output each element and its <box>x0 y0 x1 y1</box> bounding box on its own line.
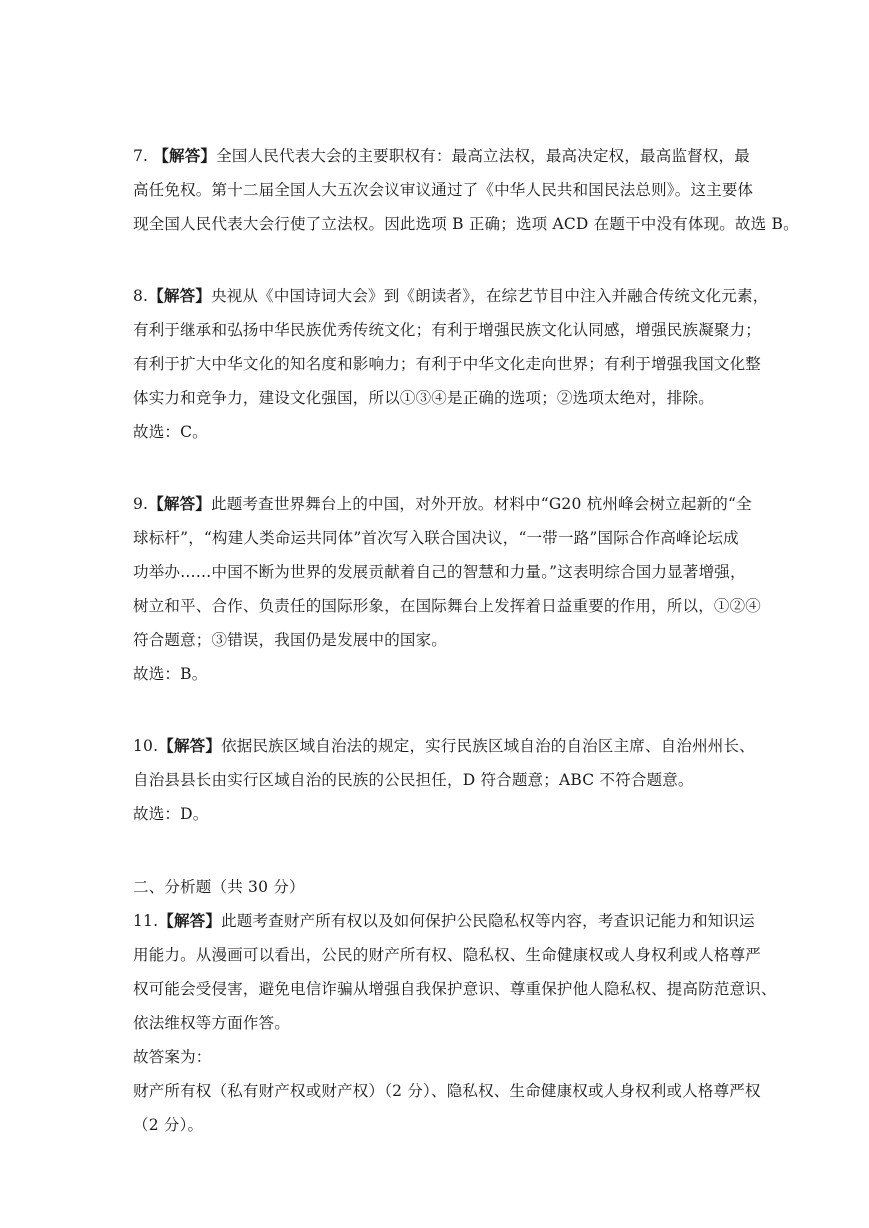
q10-answer: 故选：D。 <box>133 805 209 823</box>
q11-line-5: 故答案为： <box>133 1048 212 1066</box>
q8-line-4: 体实力和竞争力，建设文化强国，所以①③④是正确的选项；②选项太绝对，排除。 <box>133 389 714 407</box>
q9-line-1 <box>133 494 752 514</box>
q8-line-2: 有利于继承和弘扬中华民族优秀传统文化；有利于增强民族文化认同感，增强民族凝聚力； <box>133 321 762 339</box>
q11-line-2: 用能力。从漫画可以看出，公民的财产所有权、隐私权、生命健康权或人身权利或人格尊严 <box>133 946 762 964</box>
q8-line-3: 有利于扩大中华文化的知名度和影响力；有利于中华文化走向世界；有利于增强我国文化整 <box>133 355 762 373</box>
q11-line-1 <box>133 911 755 931</box>
q10-text-1: 依据民族区域自治法的规定，实行民族区域自治的自治区主席、自治州州长、 <box>221 737 755 755</box>
q7-line-1 <box>133 146 750 166</box>
q8-answer: 故选：C。 <box>133 423 208 441</box>
q7-line-2: 高任免权。第十二届全国人大五次会议审议通过了《中华人民共和国民法总则》。这主要体 <box>133 181 754 199</box>
q11-text-1: 此题考查财产所有权以及如何保护公民隐私权等内容，考查识记能力和知识运 <box>221 912 755 930</box>
q9-text-1: 此题考查世界舞台上的中国，对外开放。材料中“G20 杭州峰会树立起新的“全 <box>211 495 752 513</box>
q7-answer-tag: 【解答】 <box>153 146 217 165</box>
q9-line-3: 功举办……中国不断为世界的发展贡献着自己的智慧和力量。”这表明综合国力显著增强， <box>133 563 746 581</box>
q11-line-3: 权可能会受侵害，避免电信诈骗从增强自我保护意识、尊重保护他人隐私权、提高防范意识、 <box>133 980 777 998</box>
q7-text-1: 全国人民代表大会的主要职权有：最高立法权，最高决定权，最高监督权，最 <box>216 147 750 165</box>
q8-text-1: 央视从《中国诗词大会》到《朗读者》，在综艺节目中注入并融合传统文化元素， <box>211 287 769 305</box>
q11-number: 11. <box>133 912 159 930</box>
section-2-heading: 二、分析题（共 30 分） <box>133 878 305 896</box>
q8-line-1 <box>133 286 768 306</box>
q9-line-4: 树立和平、合作、负责任的国际形象，在国际舞台上发挥着日益重要的作用，所以，①②④ <box>133 597 762 615</box>
q8-number: 8. <box>133 287 149 305</box>
q10-answer-tag: 【解答】 <box>158 736 222 755</box>
q11-line-6: 财产所有权（私有财产权或财产权）（2 分）、隐私权、生命健康权或人身权利或人格尊严权 <box>133 1082 761 1100</box>
q11-line-7: （2 分）。 <box>133 1116 204 1134</box>
q9-line-2: 球标杆”，“构建人类命运共同体”首次写入联合国决议，“一带一路”国际合作高峰论坛成 <box>133 529 739 547</box>
q10-line-2: 自治县县长由实行区域自治的民族的公民担任，D 符合题意；ABC 不符合题意。 <box>133 771 694 789</box>
q10-number: 10. <box>133 737 159 755</box>
q9-answer-tag: 【解答】 <box>148 494 212 513</box>
q7-line-3: 现全国人民代表大会行使了立法权。因此选项 B 正确；选项 ACD 在题干中没有体现。故选 B。 <box>133 215 799 233</box>
q11-answer-tag: 【解答】 <box>158 911 222 930</box>
q10-line-1 <box>133 736 755 756</box>
q9-answer: 故选：B。 <box>133 665 208 683</box>
q11-line-4: 依法维权等方面作答。 <box>133 1014 291 1032</box>
q9-number: 9. <box>133 495 149 513</box>
q9-line-5: 符合题意；③错误，我国仍是发展中的国家。 <box>133 631 448 649</box>
q7-number: 7. <box>133 147 154 165</box>
q8-answer-tag: 【解答】 <box>148 286 212 305</box>
